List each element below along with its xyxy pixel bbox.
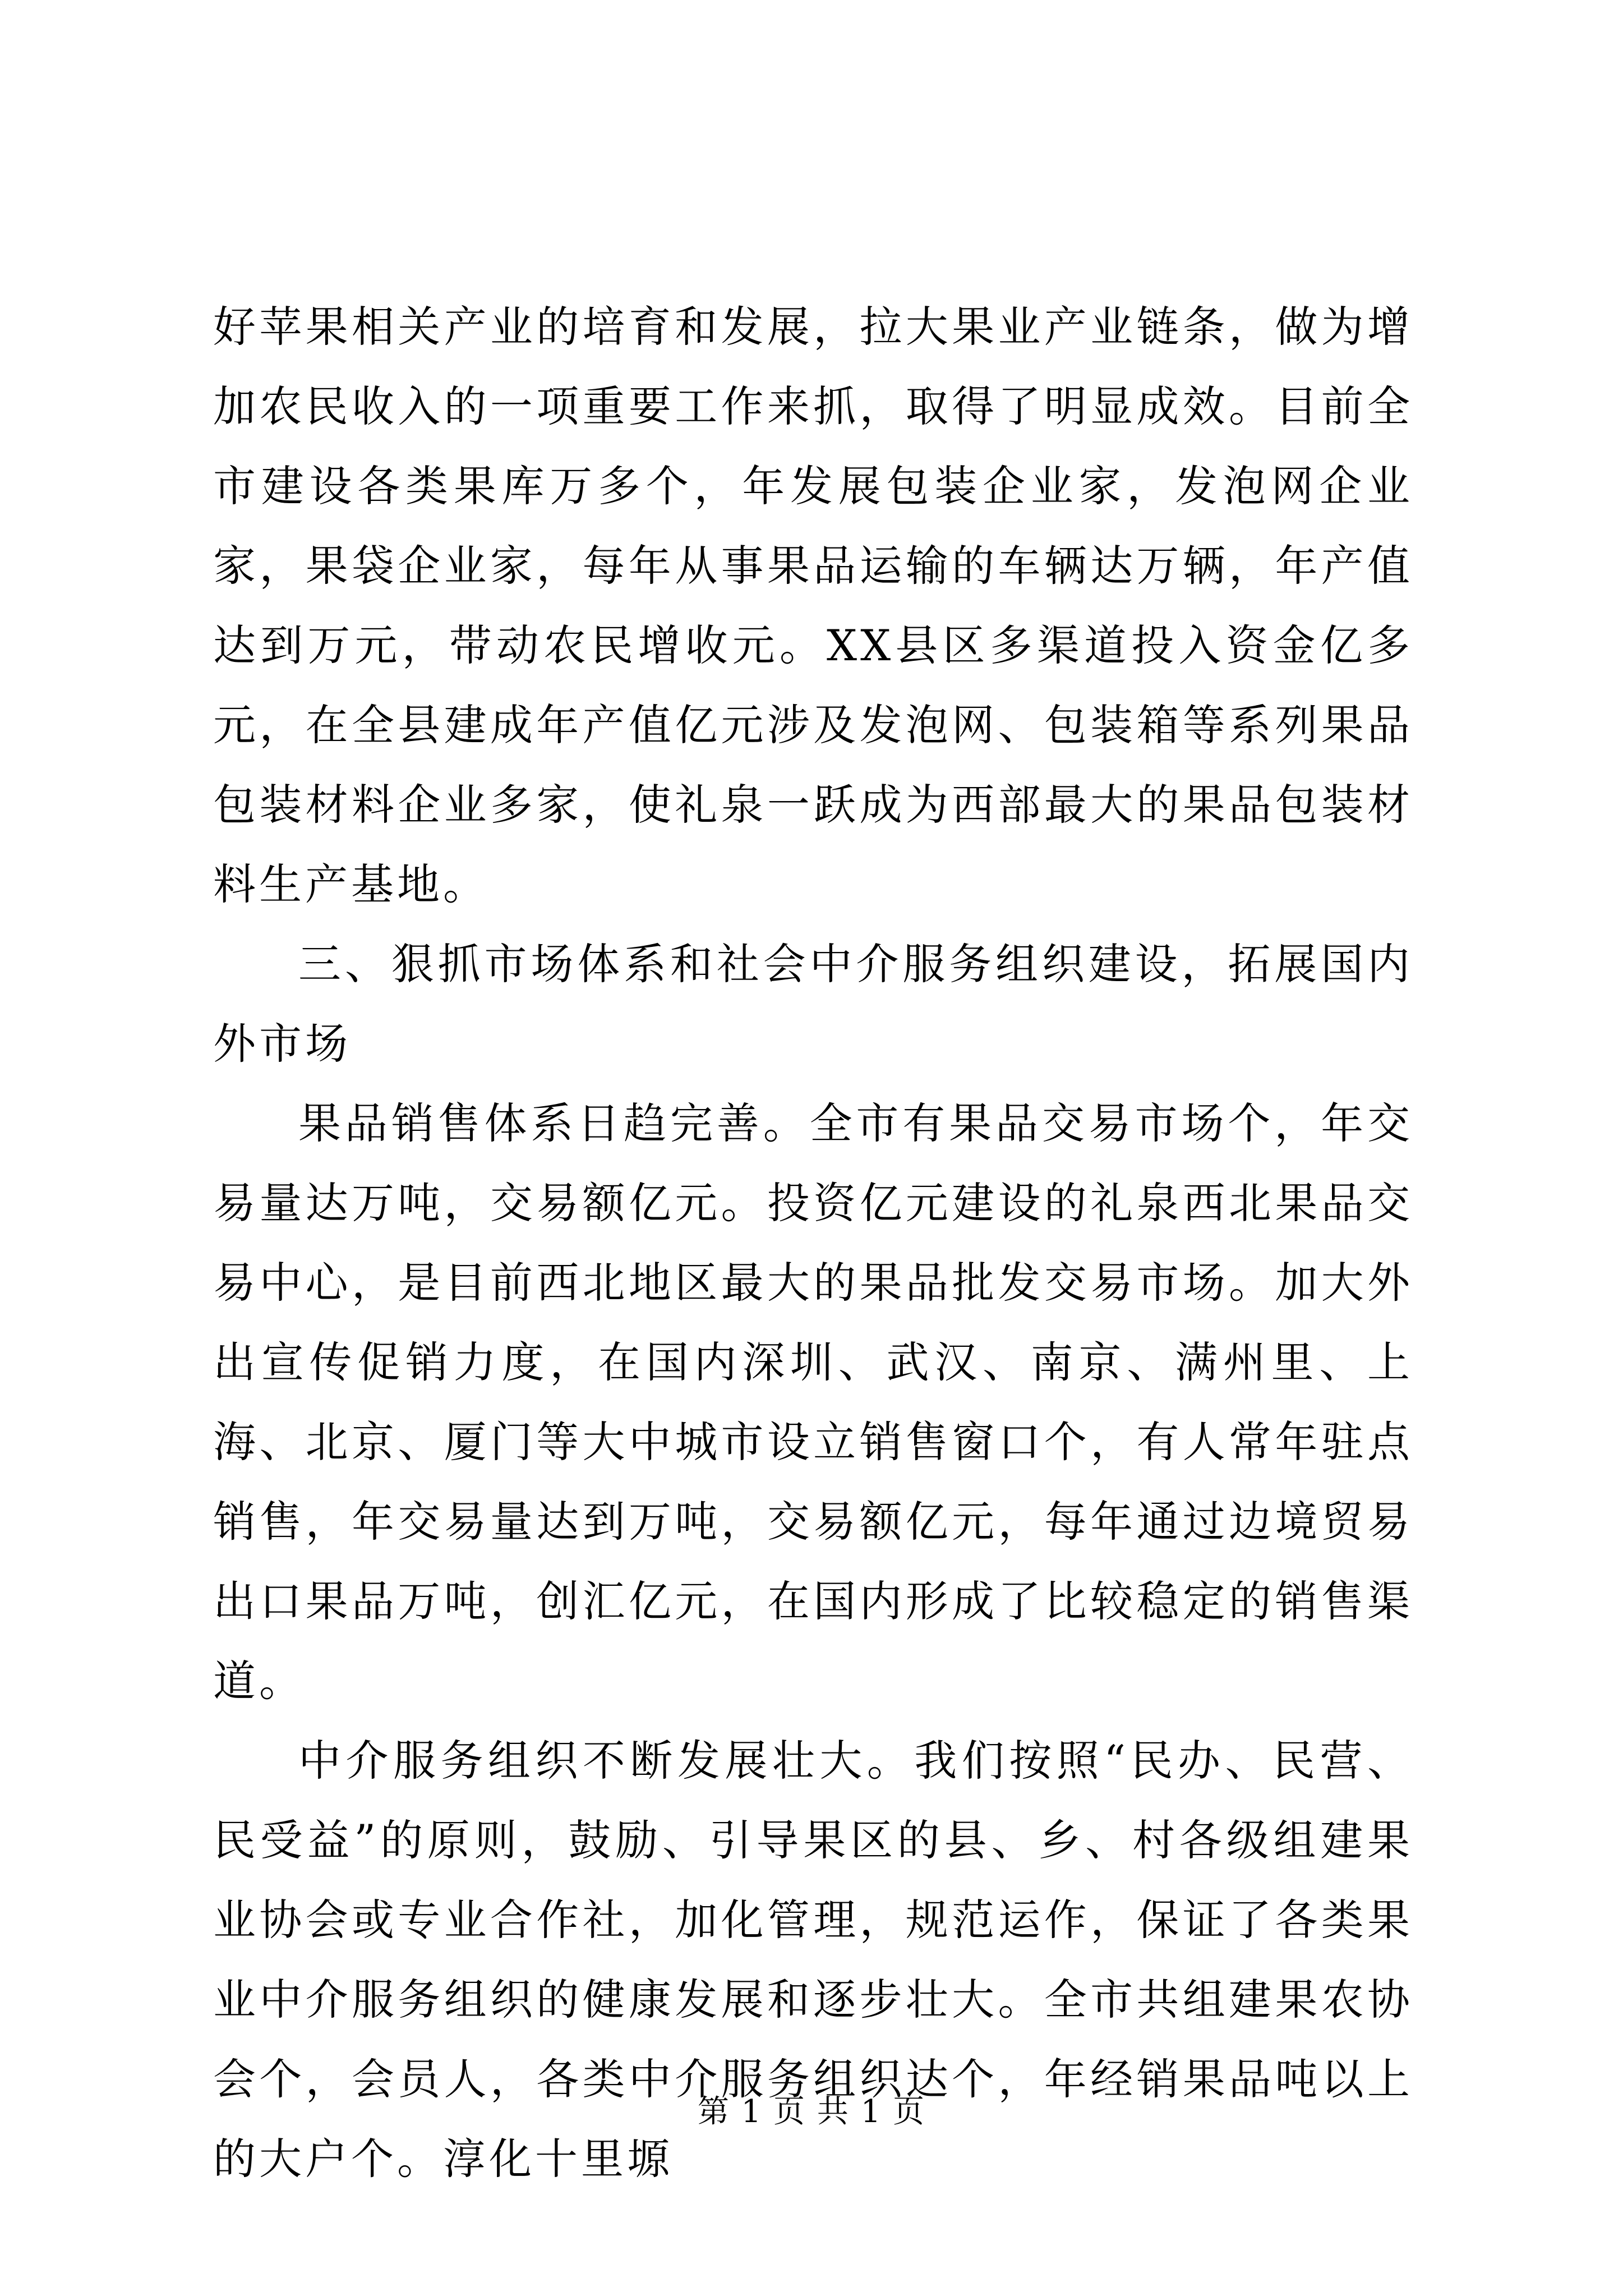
- paragraph-intermediary-organizations: 中介服务组织不断发展壮大。我们按照“民办、民营、民受益”的原则，鼓励、引导果区的县、乡、村各级组建果业协会或专业合作社，加化管理，规范运作，保证了各类果业中介服务组织的健康发展和逐步壮大。全市共组建果农协会个，会员人，各类中介服务组织达个，年经销果品吨以上的大户个。淳化十里塬: [213, 1736, 1413, 2184]
- paragraph-sales-system: 果品销售体系日趋完善。全市有果品交易市场个，年交易量达万吨，交易额亿元。投资亿元建设的礼泉西北果品交易中心，是目前西北地区最大的果品批发交易市场。加大外出宣传促销力度，在国内深圳、武汉、南京、满州里、上海、北京、厦门等大中城市设立销售窗口个，有人常年驻点销售，年交易量达到万吨，交易额亿元，每年通过边境贸易出口果品万吨，创汇亿元，在国内形成了比较稳定的销售渠道。: [213, 1098, 1413, 1706]
- section-heading-market-system: 三、狠抓市场体系和社会中介服务组织建设，拓展国内外市场: [213, 939, 1413, 1069]
- paragraph-fruit-industry-chain: 好苹果相关产业的培育和发展，拉大果业产业链条，做为增加农民收入的一项重要工作来抓，取得了明显成效。目前全市建设各类果库万多个，年发展包装企业家，发泡网企业家，果袋企业家，每年从事果品运输的车辆达万辆，年产值达到万元，带动农民增收元。XX县区多渠道投入资金亿多元，在全县建成年产值亿元涉及发泡网、包装箱等系列果品包装材料企业多家，使礼泉一跃成为西部最大的果品包装材料生产基地。: [213, 302, 1413, 909]
- document-body: [213, 287, 1413, 2199]
- page-number-footer: 第 1 页 共 1 页: [697, 2093, 926, 2130]
